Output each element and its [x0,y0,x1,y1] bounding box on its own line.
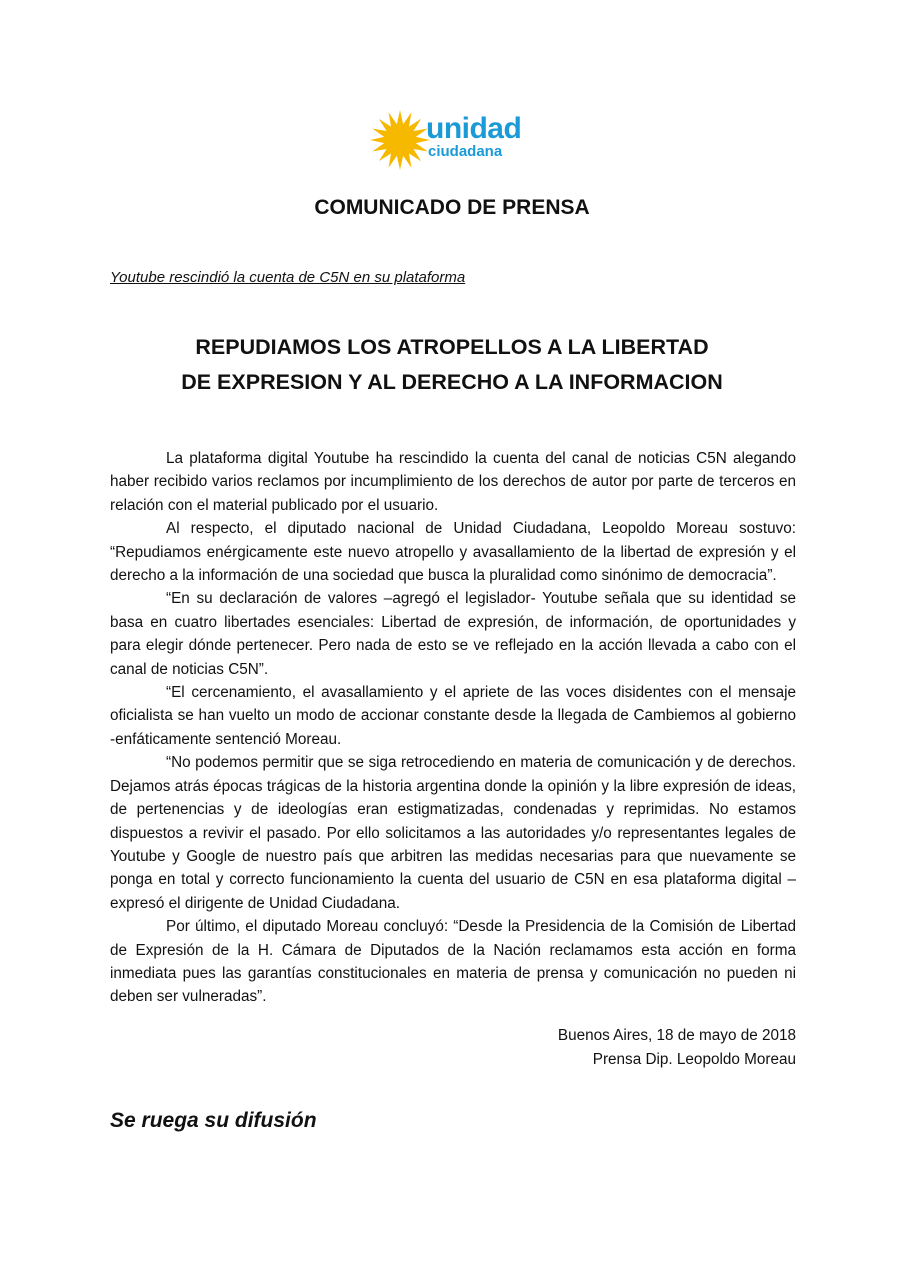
signature [558,1024,796,1072]
paragraph: La plataforma digital Youtube ha rescindido la cuenta del canal de noticias C5N alegando haber recibido varios reclamos por incumplimiento de los derechos de autor por parte de terceros en relación con el material publicado por el usuario. [110,450,796,514]
footer-note: Se ruega su difusión [110,1109,317,1132]
headline [0,330,904,400]
paragraph: “El cercenamiento, el avasallamiento y el apriete de las voces disidentes con el mensaje oficialista se han vuelto un modo de accionar constante desde la llegada de Cambiemos al gobierno -enfáticamente sentenció Moreau. [110,684,796,748]
paragraph: Por último, el diputado Moreau concluyó: “Desde la Presidencia de la Comisión de Libertad de Expresión de la H. Cámara de Diputados de la Nación reclamamos esta acción en forma inmediata pues las garantías constitucionales en materia de prensa y comunicación no pueden ni deben ser vulneradas”. [110,918,796,1006]
body-text [110,447,796,1009]
logo-text-ciudadana: ciudadana [428,143,503,160]
paragraph: “No podemos permitir que se siga retrocediendo en materia de comunicación y de derechos. Dejamos atrás épocas trágicas de la historia argentina donde la opinión y la libre expresión de ideas, de pertenencias y de ideologías eran estigmatizadas, condenadas y reprimidas. No estamos dispuestos a revivir el pasado. Por ello solicitamos a las autoridades y/o representantes legales de Youtube y Google de nuestro país que arbitren las medidas necesarias para que nuevamente se ponga en total y correcto funcionamiento la cuenta del usuario de C5N en esa plataforma digital – expresó el dirigente de Unidad Ciudadana. [110,754,796,912]
subtitle: Youtube rescindió la cuenta de C5N en su plataforma [110,269,466,286]
unidad-ciudadana-logo [368,108,538,174]
headline-line: REPUDIAMOS LOS ATROPELLOS A LA LIBERTAD [195,335,709,359]
author: Prensa Dip. Leopoldo Moreau [592,1051,796,1068]
place-date: Buenos Aires, 18 de mayo de 2018 [557,1027,796,1044]
paragraph: “En su declaración de valores –agregó el legislador- Youtube señala que su identidad se basa en cuatro libertades esenciales: Libertad de expresión, de información, de oportunidades y para elegir dónde pertenecer. Pero nada de esto se ve reflejado en la acción llevada a cabo con el canal de noticias C5N”. [110,590,796,678]
logo-text-unidad: unidad [426,112,522,145]
sun-icon [368,108,432,172]
headline-line: DE EXPRESION Y AL DERECHO A LA INFORMACION [181,370,723,394]
document-title: COMUNICADO DE PRENSA [314,196,590,219]
paragraph: Al respecto, el diputado nacional de Unidad Ciudadana, Leopoldo Moreau sostuvo: “Repudiamos enérgicamente este nuevo atropello y avasallamiento de la libertad de expresión y el derecho a la información de una sociedad que busca la pluralidad como sinónimo de democracia”. [110,520,796,585]
